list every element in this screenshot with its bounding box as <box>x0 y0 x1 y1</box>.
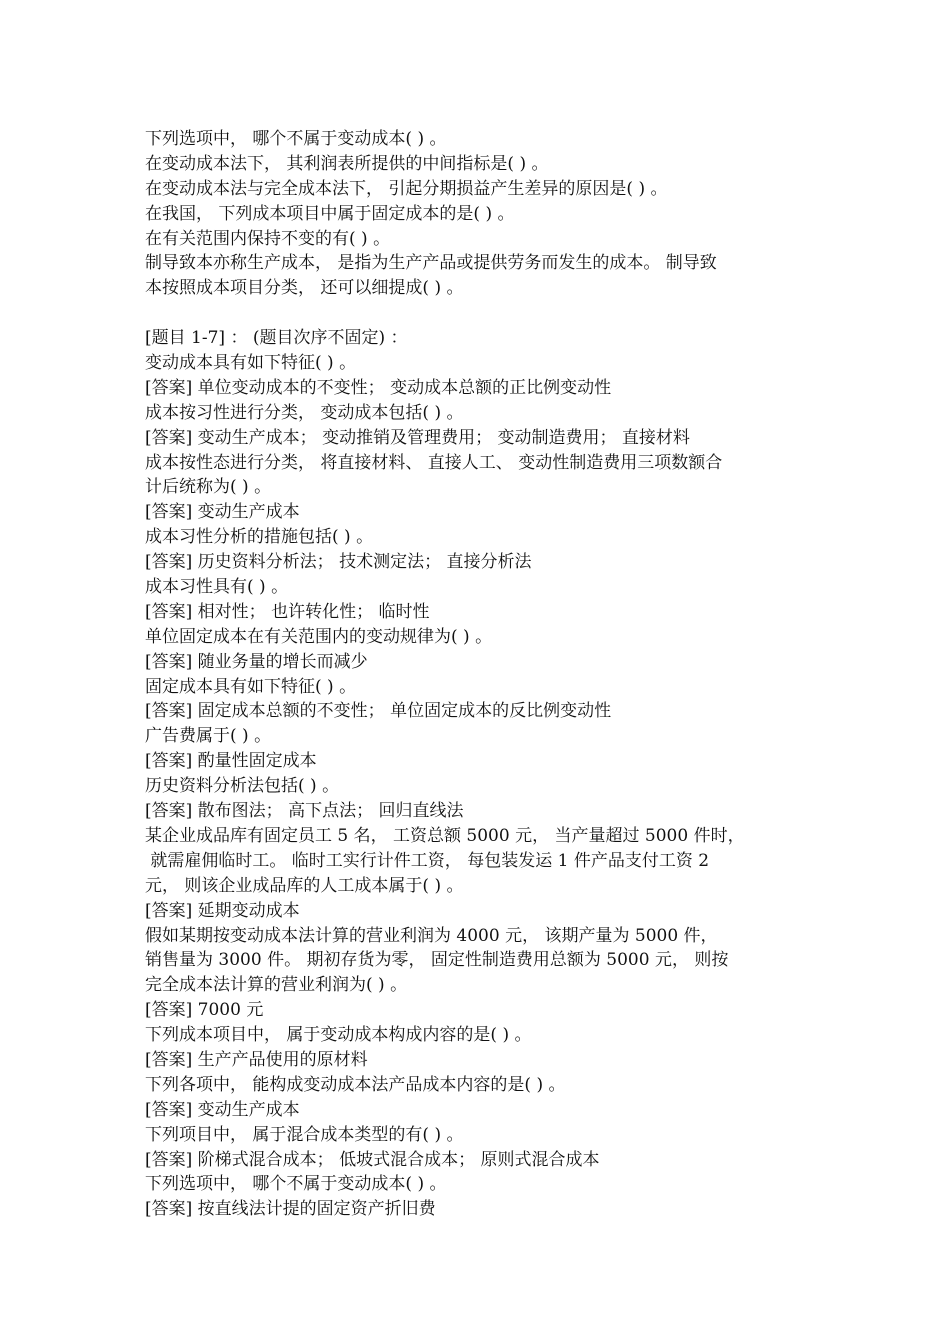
intro-line: 在变动成本法与完全成本法下， 引起分期损益产生差异的原因是( ) 。 <box>145 178 668 199</box>
intro-line: 在我国， 下列成本项目中属于固定成本的是( ) 。 <box>145 203 515 224</box>
answer-line: [答案] 散布图法； 高下点法； 回归直线法 <box>145 801 464 822</box>
intro-line: 制导致本亦称生产成本， 是指为生产产品或提供劳务而发生的成本。 制导致 <box>145 253 717 274</box>
question-line: 下列项目中， 属于混合成本类型的有( ) 。 <box>145 1124 464 1145</box>
question-line: 下列各项中， 能构成变动成本法产品成本内容的是( ) 。 <box>145 1074 566 1095</box>
question-line: 单位固定成本在有关范围内的变动规律为( ) 。 <box>145 626 493 647</box>
intro-line: 在有关范围内保持不变的有( ) 。 <box>145 228 391 249</box>
answer-line: [答案] 酌量性固定成本 <box>145 751 317 772</box>
question-line: 广告费属于( ) 。 <box>145 726 272 747</box>
question-line: 完全成本法计算的营业利润为( ) 。 <box>145 975 408 996</box>
question-line: 历史资料分析法包括( ) 。 <box>145 776 340 797</box>
question-line: 成本按性态进行分类， 将直接材料、 直接人工、 变动性制造费用三项数额合 <box>145 452 723 473</box>
answer-line: [答案] 历史资料分析法； 技术测定法； 直接分析法 <box>145 552 532 573</box>
blank-spacer <box>145 301 835 326</box>
question-line: 元， 则该企业成品库的人工成本属于( ) 。 <box>145 875 464 896</box>
question-line: 成本习性分析的措施包括( ) 。 <box>145 527 374 548</box>
question-line: 计后统称为( ) 。 <box>145 477 272 498</box>
answer-line: [答案] 变动生产成本； 变动推销及管理费用； 变动制造费用； 直接材料 <box>145 427 690 448</box>
question-line: 成本习性具有( ) 。 <box>145 577 289 598</box>
section-heading: [题目 1-7] ： (题目次序不固定) ： <box>145 328 408 349</box>
answer-line: [答案] 单位变动成本的不变性； 变动成本总额的正比例变动性 <box>145 377 612 398</box>
question-line: 变动成本具有如下特征( ) 。 <box>145 353 357 374</box>
question-line: 成本按习性进行分类， 变动成本包括( ) 。 <box>145 402 464 423</box>
answer-line: [答案] 阶梯式混合成本； 低坡式混合成本； 原则式混合成本 <box>145 1149 600 1170</box>
question-line: 就需雇佣临时工。 临时工实行计件工资， 每包装发运 1 件产品支付工资 2 <box>145 850 710 871</box>
answer-line: [答案] 7000 元 <box>145 1000 264 1021</box>
intro-line: 本按照成本项目分类， 还可以细提成( ) 。 <box>145 278 464 299</box>
question-line: 销售量为 3000 件。 期初存货为零， 固定性制造费用总额为 5000 元， 则按 <box>145 950 729 971</box>
intro-line: 在变动成本法下， 其利润表所提供的中间指标是( ) 。 <box>145 153 549 174</box>
answer-line: [答案] 延期变动成本 <box>145 900 300 921</box>
question-line: 下列选项中， 哪个不属于变动成本( ) 。 <box>145 1174 447 1195</box>
answer-line: [答案] 固定成本总额的不变性； 单位固定成本的反比例变动性 <box>145 701 612 722</box>
intro-line: 下列选项中， 哪个不属于变动成本( ) 。 <box>145 129 447 149</box>
document-body <box>145 127 835 1222</box>
question-line: 某企业成品库有固定员工 5 名， 工资总额 5000 元， 当产量超过 5000 件时， <box>145 825 745 846</box>
answer-line: [答案] 变动生产成本 <box>145 1099 300 1120</box>
answer-line: [答案] 生产产品使用的原材料 <box>145 1049 368 1070</box>
answer-line: [答案] 按直线法计提的固定资产折旧费 <box>145 1199 436 1220</box>
answer-line: [答案] 变动生产成本 <box>145 502 300 523</box>
question-line: 固定成本具有如下特征( ) 。 <box>145 676 357 697</box>
question-line: 假如某期按变动成本法计算的营业利润为 4000 元， 该期产量为 5000 件， <box>145 925 718 946</box>
answer-line: [答案] 相对性； 也许转化性； 临时性 <box>145 601 430 622</box>
question-line: 下列成本项目中， 属于变动成本构成内容的是( ) 。 <box>145 1025 532 1046</box>
answer-line: [答案] 随业务量的增长而减少 <box>145 651 368 672</box>
